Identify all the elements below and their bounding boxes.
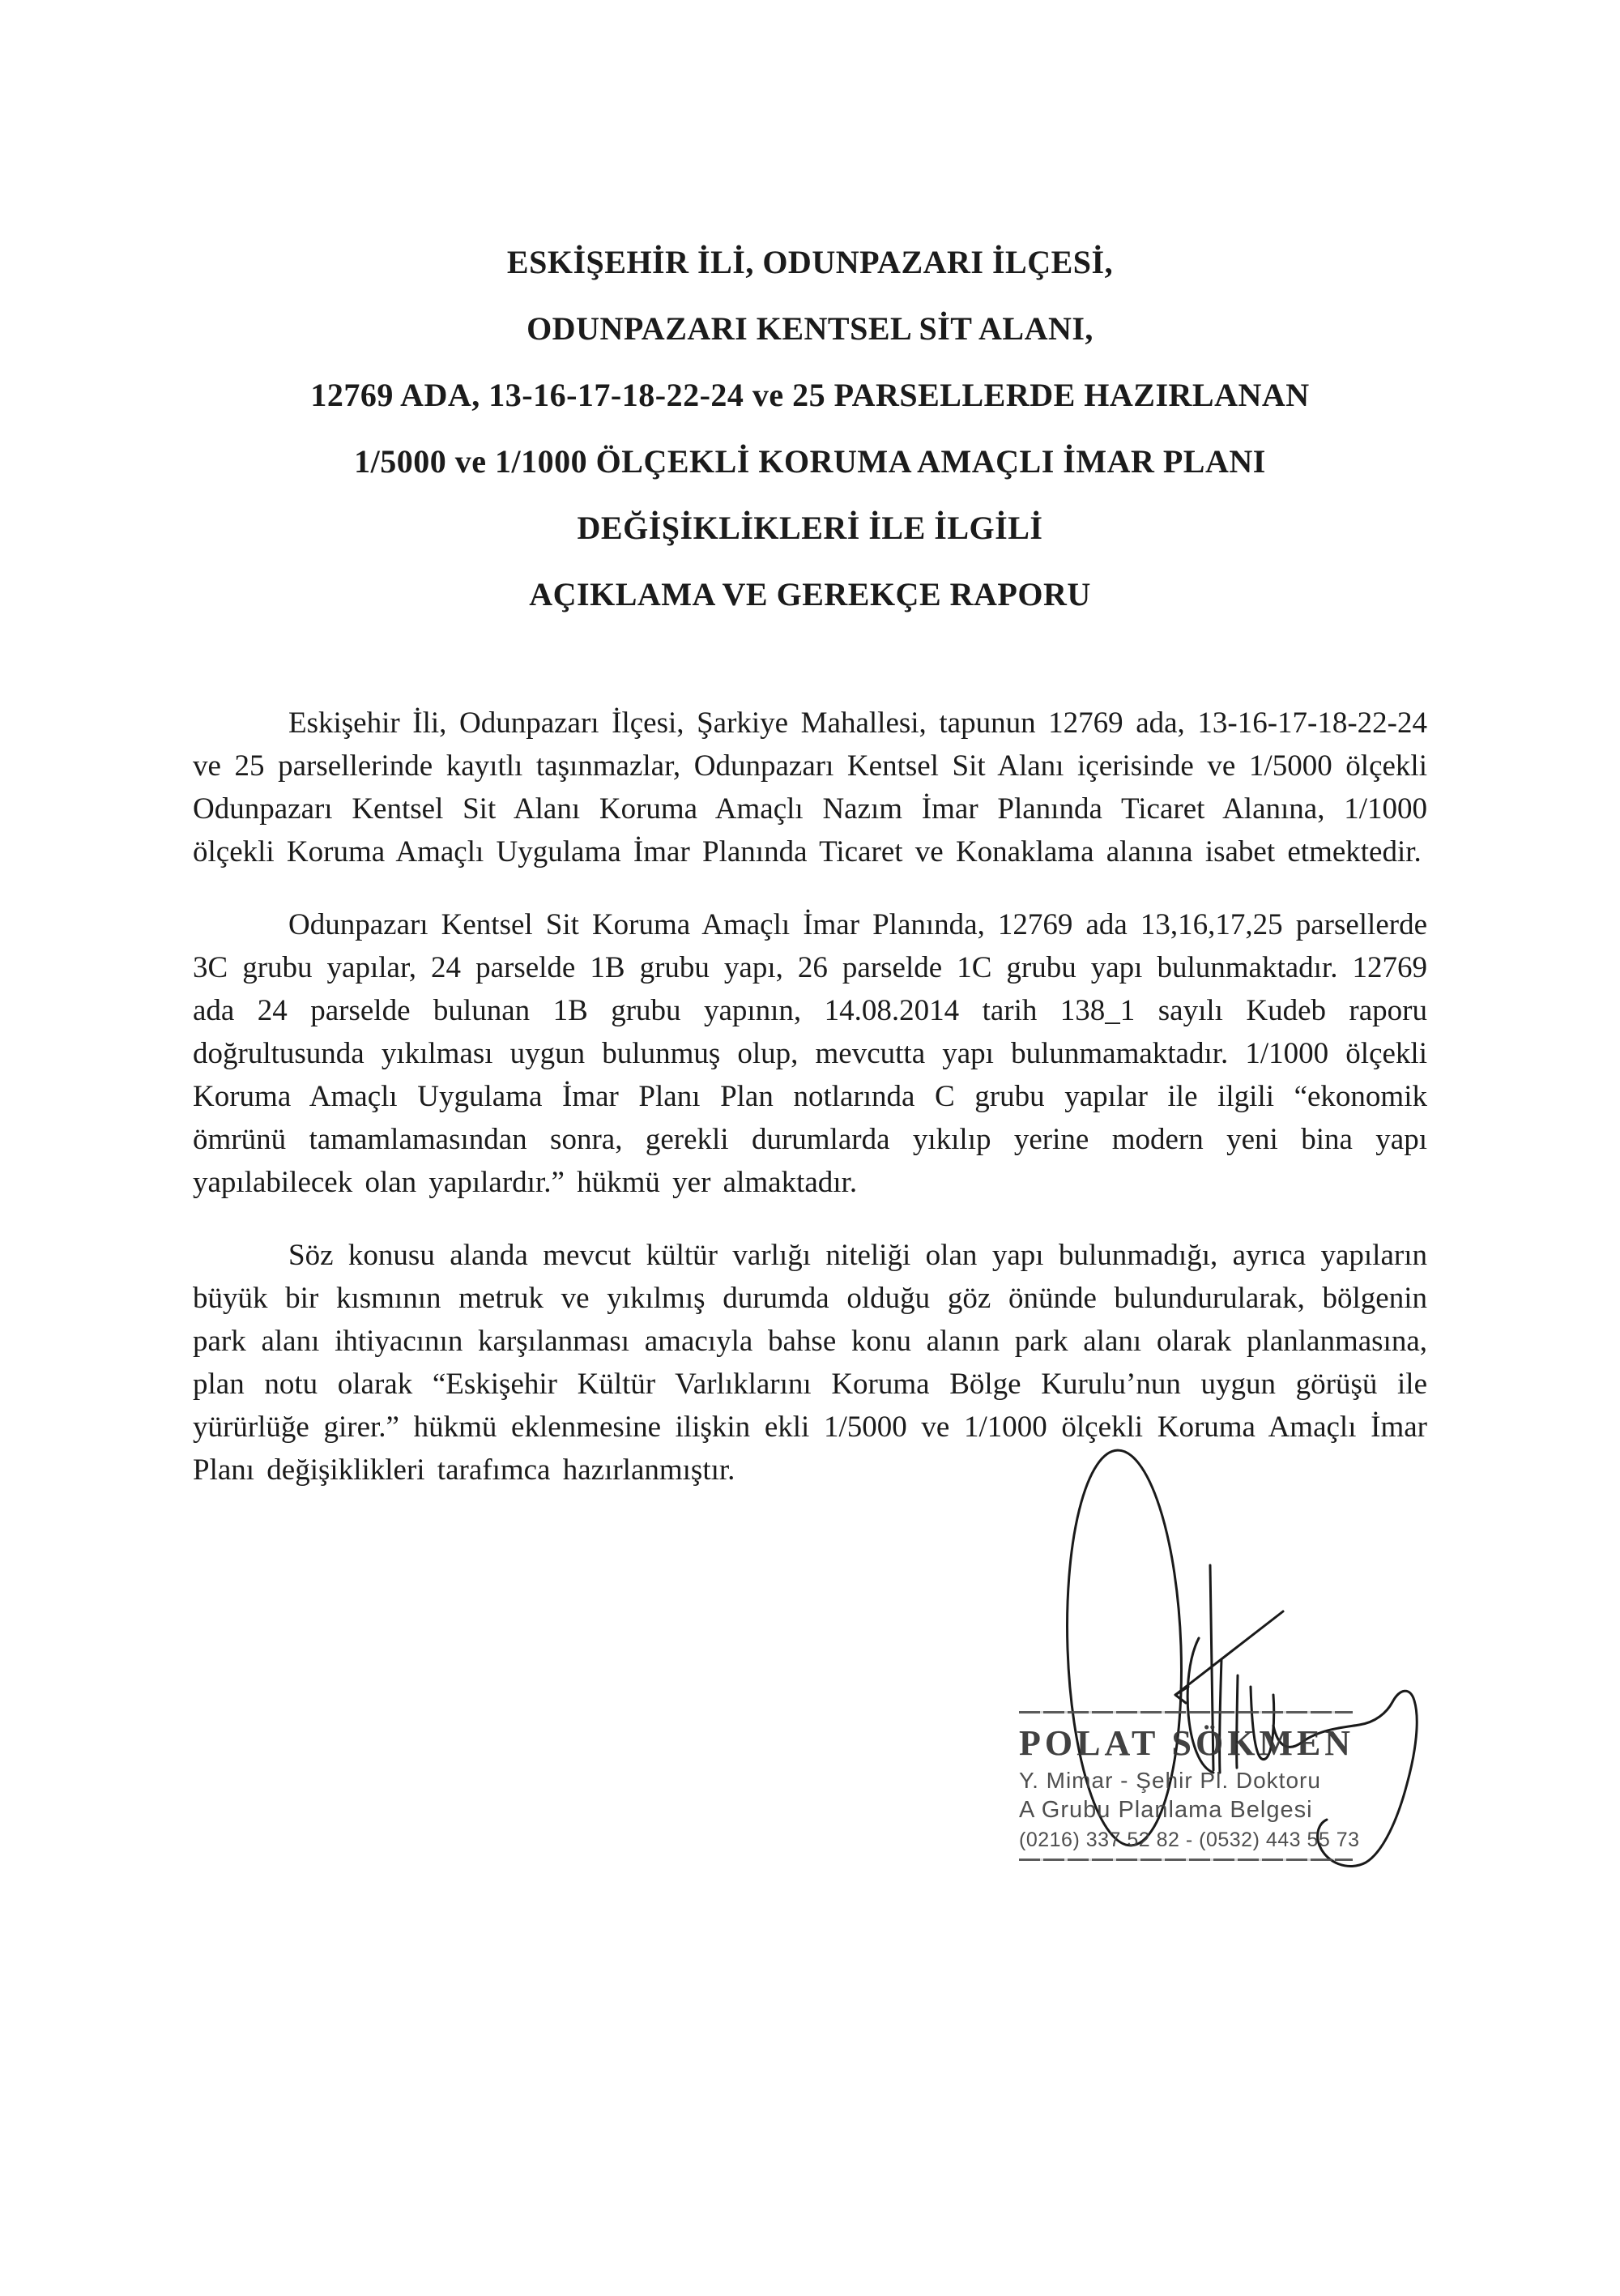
paragraph-2: Odunpazarı Kentsel Sit Koruma Amaçlı İmar Planında, 12769 ada 13,16,17,25 parsellerde 3C grubu yapılar, 24 parselde 1B grubu yapı, 26 parselde 1C grubu yapı bulunmaktadır. 12769 ada 24 parselde bulunan 1B grubu yapının, 14.08.2014 tarih 138_1 sayılı Kudeb raporu doğrultusunda yıkılması uygun bulunmuş olup, mevcutta yapı bulunmamaktadır. 1/1000 ölçekli Koruma Amaçlı Uygulama İmar Planı Plan notlarında C grubu yapılar ile ilgili “ekonomik ömrünü tamamlamasından sonra, gerekli durumlarda yıkılıp yerine modern yeni bina yapı yapılabilecek olan yapılardır.” hükmü yer almaktadır.	[193, 908, 1427, 1199]
stamp-name: POLAT SÖKMEN	[1019, 1723, 1355, 1763]
stamp-certificate-line: A Grubu Planlama Belgesi	[1019, 1797, 1313, 1823]
title-block	[0, 229, 1620, 628]
title-line-4: 1/5000 ve 1/1000 ÖLÇEKLİ KORUMA AMAÇLI İMAR PLANI	[354, 443, 1266, 480]
title-line-3: 12769 ADA, 13-16-17-18-22-24 ve 25 PARSELLERDE HAZIRLANAN	[310, 377, 1310, 413]
title-line-6: AÇIKLAMA VE GEREKÇE RAPORU	[529, 576, 1091, 612]
title-line-1: ESKİŞEHİR İLİ, ODUNPAZARI İLÇESİ,	[506, 244, 1114, 280]
title-line-5: DEĞİŞİKLİKLERİ İLE İLGİLİ	[577, 510, 1043, 546]
stamp-title-line: Y. Mimar - Şehir Pl. Doktoru	[1019, 1768, 1321, 1793]
stamp-bottom-rule	[1019, 1859, 1353, 1861]
paragraph-3: Söz konusu alanda mevcut kültür varlığı niteliği olan yapı bulunmadığı, ayrıca yapıların büyük bir kısmının metruk ve yıkılmış durumda olduğu göz önünde bulundurularak, bölgenin park alanı ihtiyacının karşılanması amacıyla bahse konu alanın park alanı olarak planlanmasına, plan notu olarak “Eskişehir Kültür Varlıklarını Koruma Bölge Kurulu’nun uygun görüşü ile yürürlüğe girer.” hükmü eklenmesine ilişkin ekli 1/5000 ve 1/1000 ölçekli Koruma Amaçlı İmar Planı değişiklikleri tarafımca hazırlanmıştır.	[193, 1239, 1427, 1487]
report-body	[193, 702, 1427, 1521]
stamp-top-rule	[1019, 1711, 1353, 1713]
stamp-block	[1019, 1711, 1360, 1861]
paragraph-1: Eskişehir İli, Odunpazarı İlçesi, Şarkiye Mahallesi, tapunun 12769 ada, 13-16-17-18-22-24 ve 25 parsellerinde kayıtlı taşınmazlar, Odunpazarı Kentsel Sit Alanı içerisinde ve 1/5000 ölçekli Odunpazarı Kentsel Sit Alanı Koruma Amaçlı Nazım İmar Planında Ticaret Alanına, 1/1000 ölçekli Koruma Amaçlı Uygulama İmar Planında Ticaret ve Konaklama alanına isabet etmektedir.	[193, 706, 1427, 868]
stamp-phone-line: (0216) 337 52 82 - (0532) 443 55 73	[1019, 1829, 1360, 1851]
title-line-2: ODUNPAZARI KENTSEL SİT ALANI,	[526, 310, 1094, 347]
